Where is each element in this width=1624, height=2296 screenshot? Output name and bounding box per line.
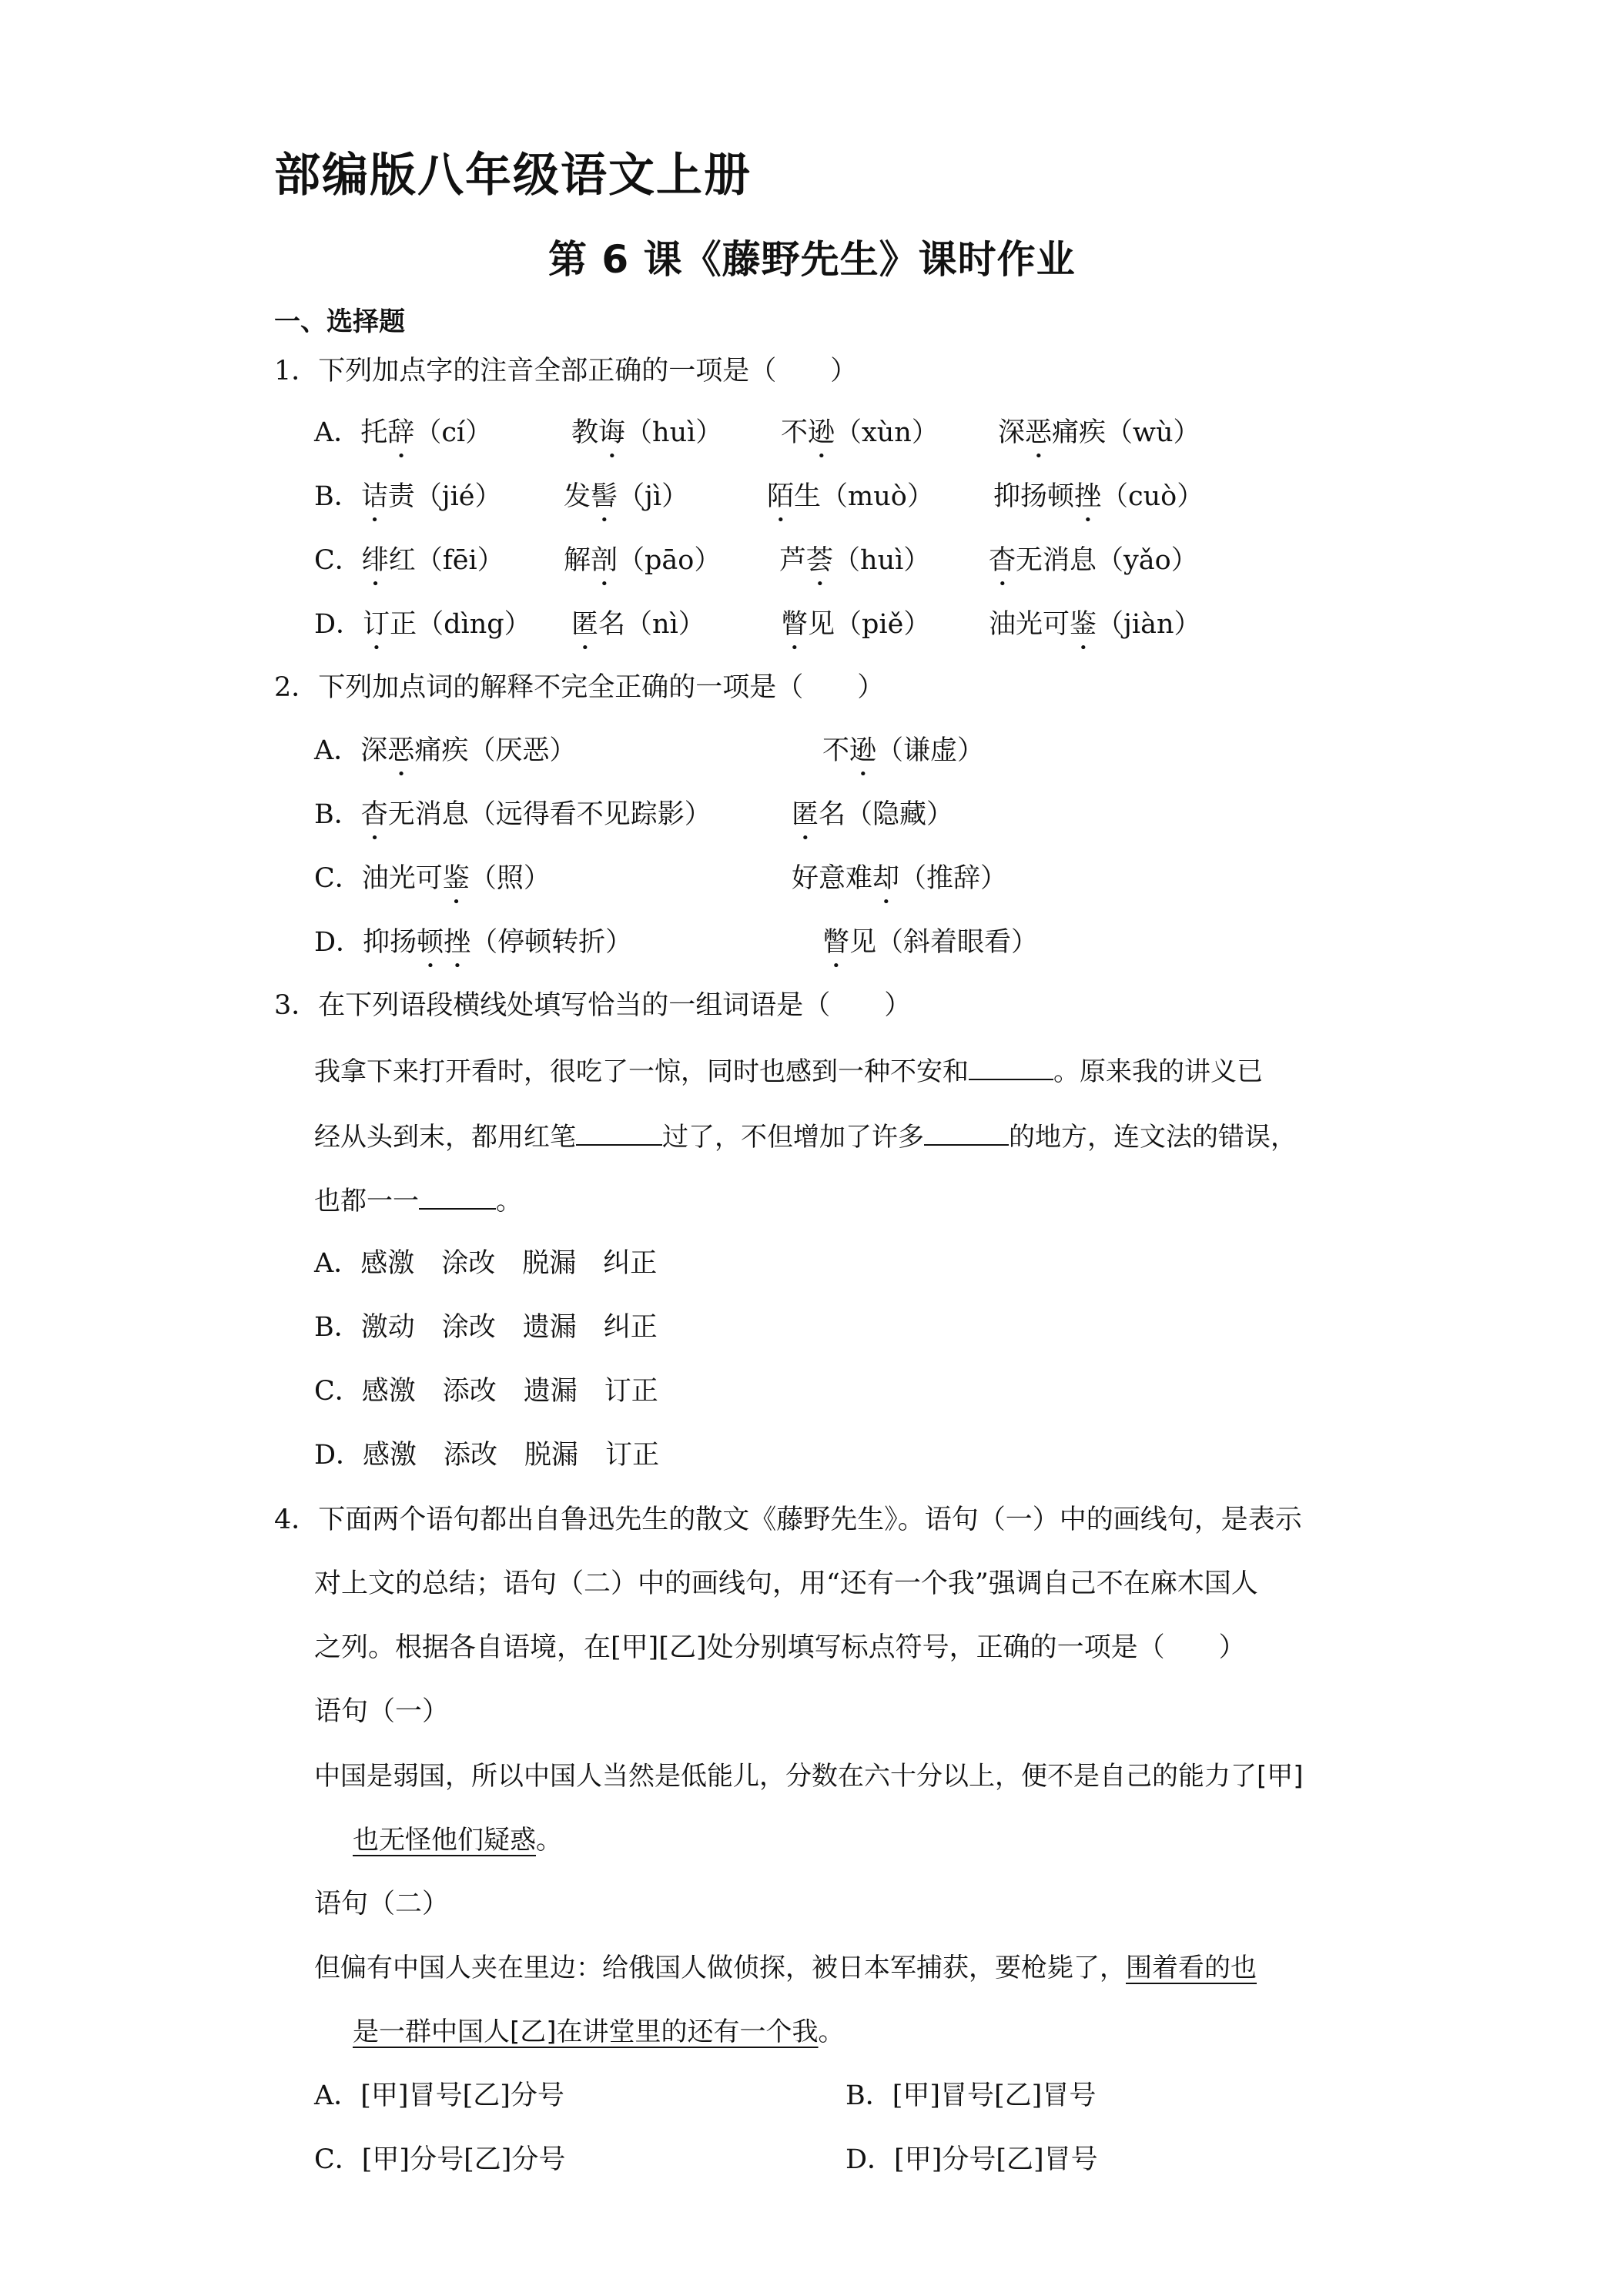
q1-option-d-word4: 油光可鉴（jiàn） (989, 609, 1201, 640)
q1-option-d-word2: 匿名（nì） (571, 609, 705, 640)
q2-option-d-right: 瞥见（斜着眼看） (822, 927, 1039, 958)
q4-option-a[interactable]: A．[甲]冒号[乙]分号 (314, 2080, 564, 2111)
fill-blank-1[interactable] (969, 1057, 1053, 1080)
q4-stem-line3: 之列。根据各自语境，在[甲][乙]处分别填写标点符号，正确的一项是（ ） (314, 1632, 1246, 1663)
q2-option-a[interactable]: A．深恶痛疾（厌恶） (314, 735, 577, 766)
q3-stem: 3．在下列语段横线处填写恰当的一组词语是（ ） (274, 990, 912, 1021)
fill-blank-3[interactable] (924, 1123, 1009, 1146)
underlined-sentence: 围着看的也 (1126, 1953, 1257, 1983)
q1-option-c-word3: 芦荟（huì） (779, 545, 931, 576)
q1-option-c[interactable]: C．绯红（fēi） (314, 545, 504, 576)
fill-blank-2[interactable] (576, 1123, 662, 1146)
fill-blank-4[interactable] (419, 1186, 496, 1210)
q2-stem: 2．下列加点词的解释不完全正确的一项是（ ） (274, 672, 885, 703)
q4-sentence1-label: 语句（一） (314, 1696, 450, 1727)
q1-option-b-word4: 抑扬顿挫（cuò） (993, 481, 1204, 512)
q3-option-a[interactable]: A．感激 涂改 脱漏 纠正 (314, 1248, 658, 1279)
q1-option-b-word2: 发髻（jì） (564, 481, 689, 512)
q3-passage-line3: 也都一一 。 (314, 1186, 522, 1217)
q3-option-b[interactable]: B．激动 涂改 遗漏 纠正 (314, 1312, 658, 1343)
option-letter: A． (314, 417, 361, 448)
q1-option-a-word4: 深恶痛疾（wù） (998, 417, 1200, 448)
underlined-sentence: 是一群中国人[乙]在讲堂里的还有一个我 (353, 2017, 819, 2047)
q1-option-d-word3: 瞥见（piě） (781, 609, 931, 640)
q4-option-d[interactable]: D．[甲]分号[乙]冒号 (845, 2144, 1098, 2175)
q2-option-c-right: 好意难却（推辞） (792, 863, 1008, 894)
q3-option-c[interactable]: C．感激 添改 遗漏 订正 (314, 1376, 658, 1407)
q1-option-d[interactable]: D．订正（dìng） (314, 609, 531, 640)
q4-sentence2-line2: 是一群中国人[乙]在讲堂里的还有一个我。 (353, 2017, 845, 2047)
q4-stem-line1: 4．下面两个语句都出自鲁迅先生的散文《藤野先生》。语句（一）中的画线句，是表示 (274, 1504, 1302, 1535)
q4-option-c[interactable]: C．[甲]分号[乙]分号 (314, 2144, 566, 2175)
q2-option-a-right: 不逊（谦虚） (822, 735, 985, 766)
q1-option-a-word3: 不逊（xùn） (781, 417, 939, 448)
q1-option-b-word3: 陌生（muò） (767, 481, 934, 512)
q1-option-b[interactable]: B．诘责（jié） (314, 481, 502, 512)
q3-option-d[interactable]: D．感激 添改 脱漏 订正 (314, 1440, 660, 1471)
dotted-char: 辞 (387, 417, 415, 448)
q2-option-c[interactable]: C．油光可鉴（照） (314, 863, 551, 894)
section-heading: 一、选择题 (274, 306, 405, 337)
q1-option-c-word4: 杳无消息（yǎo） (989, 545, 1198, 576)
underlined-sentence: 也无怪他们疑惑 (353, 1825, 536, 1856)
lesson-title: 第 6 课《藤野先生》课时作业 (548, 237, 1076, 282)
q4-option-b[interactable]: B．[甲]冒号[乙]冒号 (845, 2080, 1097, 2111)
q1-option-a-word2: 教诲（huì） (571, 417, 723, 448)
q4-sentence1-line1: 中国是弱国，所以中国人当然是低能儿，分数在六十分以上，便不是自己的能力了[甲] (314, 1761, 1304, 1792)
q2-option-b[interactable]: B．杳无消息（远得看不见踪影） (314, 799, 712, 830)
q4-sentence2-label: 语句（二） (314, 1889, 450, 1919)
q1-option-c-word2: 解剖（pāo） (564, 545, 722, 576)
q4-sentence2-line1: 但偏有中国人夹在里边：给俄国人做侦探，被日本军捕获，要枪毙了，围着看的也 (314, 1953, 1257, 1983)
q2-option-b-right: 匿名（隐藏） (792, 799, 954, 830)
q2-option-d[interactable]: D．抑扬顿挫（停顿转折） (314, 927, 633, 958)
q4-stem-line2: 对上文的总结；语句（二）中的画线句，用“还有一个我”强调自己不在麻木国人 (314, 1568, 1258, 1599)
book-title: 部编版八年级语文上册 (274, 149, 752, 202)
q3-passage-line1: 我拿下来打开看时，很吃了一惊，同时也感到一种不安和 。原来我的讲义已 (314, 1056, 1263, 1087)
q3-passage-line2: 经从头到末，都用红笔 过了，不但增加了许多 的地方，连文法的错误， (314, 1122, 1297, 1153)
q1-option-a[interactable]: A．托辞（cí） (314, 417, 493, 448)
q4-sentence1-line2: 也无怪他们疑惑。 (353, 1825, 562, 1856)
q1-stem: 1．下列加点字的注音全部正确的一项是（ ） (274, 356, 858, 387)
